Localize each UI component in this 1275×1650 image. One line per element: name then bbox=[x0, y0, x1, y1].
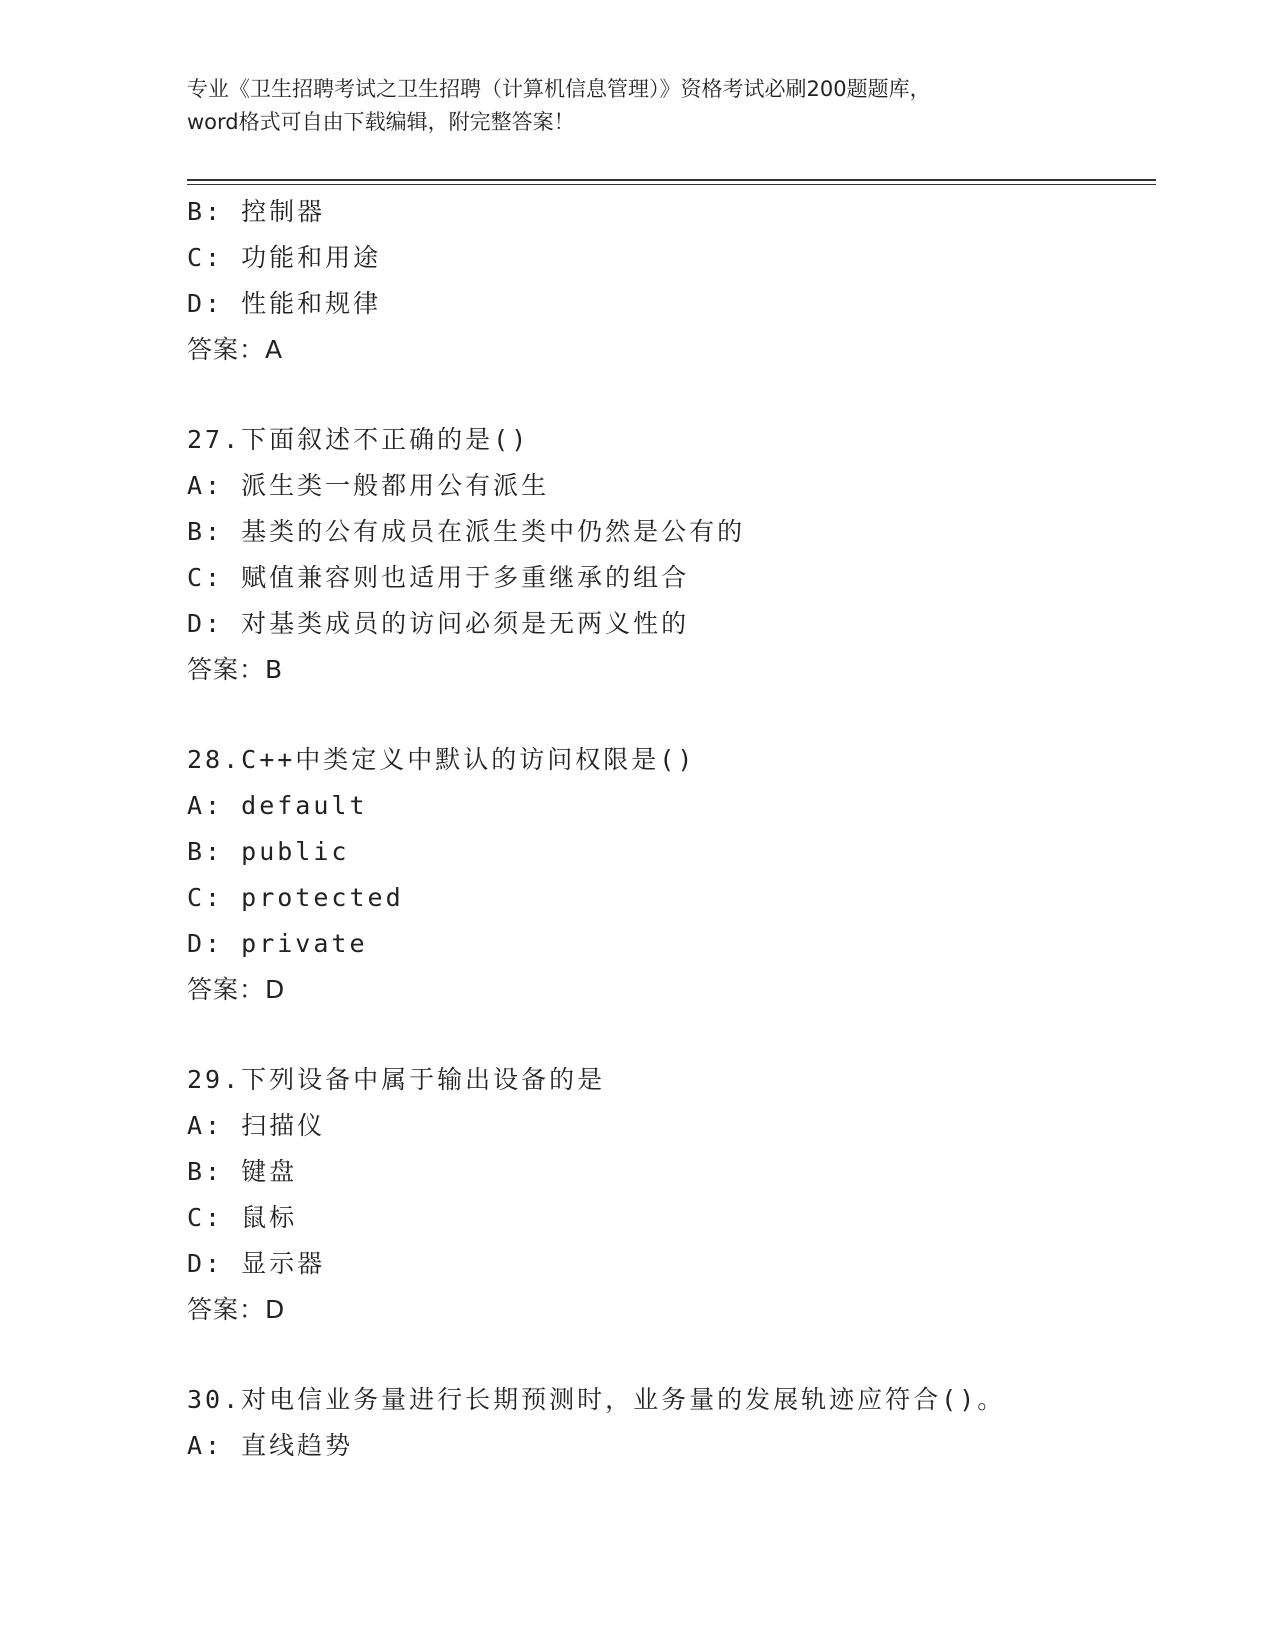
block-gap bbox=[187, 693, 1167, 737]
option-b: B: public bbox=[187, 837, 350, 866]
option-c: C: 赋值兼容则也适用于多重继承的组合 bbox=[187, 563, 690, 592]
question-text: 29.下列设备中属于输出设备的是 bbox=[187, 1065, 606, 1094]
block-gap bbox=[187, 1333, 1167, 1377]
option-a: A: 直线趋势 bbox=[187, 1431, 354, 1460]
question-text: 27.下面叙述不正确的是() bbox=[187, 425, 530, 454]
option-a: A: default bbox=[187, 791, 368, 820]
question-block bbox=[187, 1377, 1167, 1469]
question-list bbox=[187, 189, 1167, 1469]
option-a: A: 扫描仪 bbox=[187, 1111, 326, 1140]
option-c: C: protected bbox=[187, 883, 404, 912]
question-text: 30.对电信业务量进行长期预测时，业务量的发展轨迹应符合()。 bbox=[187, 1385, 1006, 1414]
question-text: 28.C++中类定义中默认的访问权限是() bbox=[187, 745, 696, 774]
question-block bbox=[187, 737, 1167, 1013]
option-c: C: 功能和用途 bbox=[187, 243, 382, 272]
option-d: D: 显示器 bbox=[187, 1249, 326, 1278]
answer-line: 答案：D bbox=[187, 975, 286, 1004]
block-gap bbox=[187, 1013, 1167, 1057]
header-line-2: word格式可自由下载编辑，附完整答案！ bbox=[187, 110, 575, 134]
header-rule-thin bbox=[187, 184, 1156, 185]
option-c: C: 鼠标 bbox=[187, 1203, 298, 1232]
header-rule-thick bbox=[187, 179, 1156, 181]
option-d: D: private bbox=[187, 929, 368, 958]
block-gap bbox=[187, 373, 1167, 417]
option-b: B: 控制器 bbox=[187, 197, 326, 226]
question-block bbox=[187, 417, 1167, 693]
header-line-1: 专业《卫生招聘考试之卫生招聘（计算机信息管理）》资格考试必刷200题题库， bbox=[187, 77, 931, 101]
document-header bbox=[187, 73, 1087, 139]
question-block bbox=[187, 1057, 1167, 1333]
option-d: D: 性能和规律 bbox=[187, 289, 382, 318]
answer-line: 答案：D bbox=[187, 1295, 286, 1324]
answer-line: 答案：B bbox=[187, 655, 284, 684]
option-b: B: 键盘 bbox=[187, 1157, 298, 1186]
option-b: B: 基类的公有成员在派生类中仍然是公有的 bbox=[187, 517, 746, 546]
question-block bbox=[187, 189, 1167, 373]
option-d: D: 对基类成员的访问必须是无两义性的 bbox=[187, 609, 690, 638]
answer-line: 答案：A bbox=[187, 335, 284, 364]
option-a: A: 派生类一般都用公有派生 bbox=[187, 471, 550, 500]
